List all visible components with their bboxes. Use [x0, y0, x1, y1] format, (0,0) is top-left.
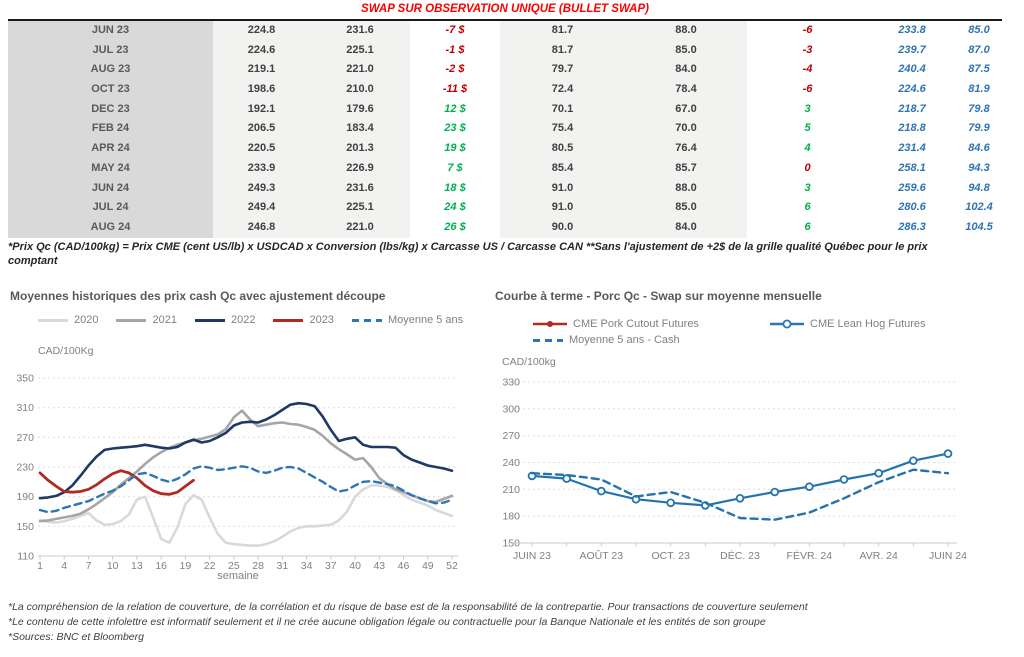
table-cell: 78.4: [625, 80, 747, 100]
table-cell: -11 $: [442, 83, 468, 96]
table-cell: -6: [802, 83, 813, 96]
dashed-line-swatch-icon: [533, 339, 563, 342]
table-cell: 280.6: [898, 201, 926, 214]
svg-text:DÉC. 23: DÉC. 23: [720, 550, 760, 562]
table-cell: 19 $: [444, 142, 466, 155]
table-cell: 79.8: [968, 102, 990, 115]
legend-item-lean-hog: [770, 318, 926, 330]
table-cell: -7 $: [445, 24, 465, 36]
svg-text:13: 13: [131, 560, 143, 572]
table-row: [8, 159, 1002, 179]
table-cell: 81.9: [968, 83, 990, 96]
table-cell: 85.0: [625, 41, 747, 61]
line-swatch-2021-icon: [116, 319, 146, 322]
legend-label: Moyenne 5 ans: [387, 314, 464, 326]
svg-text:52: 52: [446, 560, 458, 572]
table-cell: 72.4: [500, 80, 625, 100]
table-cell: 18 $: [444, 181, 466, 194]
table-cell: 183.4: [310, 119, 410, 139]
legend-item-2022: [195, 314, 255, 326]
table-cell: 75.4: [500, 119, 625, 139]
table-cell: 219.1: [213, 60, 310, 80]
svg-text:AOÛT 23: AOÛT 23: [579, 550, 624, 562]
table-cell: 239.7: [898, 43, 926, 56]
svg-text:300: 300: [502, 403, 520, 416]
table-cell: 23 $: [444, 122, 466, 135]
svg-text:28: 28: [252, 560, 264, 572]
table-cell: DEC 23: [8, 100, 213, 120]
legend-label: 2021: [152, 314, 177, 326]
svg-text:330: 330: [502, 376, 520, 389]
table-cell: -3: [802, 43, 813, 56]
line-swatch-2022-icon: [195, 319, 225, 322]
left-chart-unit-label: CAD/100Kg: [38, 345, 94, 357]
footnote-line: *Le contenu de cette infolettre est informatif seulement et il ne crée aucune obligation légale ou contractuelle pour la Banque Nationale et les entités de son groupe: [8, 616, 766, 629]
svg-text:AVR. 24: AVR. 24: [859, 550, 898, 562]
table-row: [8, 41, 1002, 61]
table-cell: 88.0: [625, 21, 747, 41]
table-row: [8, 80, 1002, 100]
table-cell: AUG 23: [8, 60, 213, 80]
swap-table-body: [8, 21, 1002, 238]
svg-text:310: 310: [16, 402, 34, 415]
left-chart-svg: [8, 368, 470, 582]
table-cell: OCT 23: [8, 80, 213, 100]
legend-item-moyenne-5-ans: [352, 314, 463, 326]
table-cell: 3: [804, 102, 811, 115]
svg-text:7: 7: [85, 560, 92, 572]
table-cell: 233.8: [898, 24, 926, 36]
svg-text:16: 16: [155, 560, 168, 572]
line-swatch-2020-icon: [38, 319, 68, 322]
left-chart-legend: [38, 314, 463, 326]
table-cell: 249.3: [213, 179, 310, 199]
table-cell: APR 24: [8, 139, 213, 159]
left-chart-xaxis-label: semaine: [217, 570, 259, 582]
table-cell: 5: [804, 122, 811, 135]
legend-item-2023: [273, 314, 333, 326]
table-cell: 218.8: [898, 122, 926, 135]
line-swatch-2023-icon: [273, 319, 303, 322]
table-cell: FEB 24: [8, 119, 213, 139]
table-cell: -2 $: [445, 63, 465, 76]
svg-text:240: 240: [502, 457, 520, 469]
svg-text:350: 350: [16, 372, 34, 385]
svg-text:31: 31: [276, 560, 289, 572]
table-cell: 220.5: [213, 139, 310, 159]
footnote-line: *Sources: BNC et Bloomberg: [8, 631, 144, 644]
red-dot-line-swatch-icon: [533, 319, 567, 329]
right-chart-unit-label: CAD/100kg: [502, 356, 556, 368]
table-cell: 198.6: [213, 80, 310, 100]
table-cell: AUG 24: [8, 218, 213, 238]
table-row: [8, 179, 1002, 199]
table-cell: 0: [804, 161, 811, 174]
svg-text:22: 22: [203, 560, 216, 572]
svg-text:FÉVR. 24: FÉVR. 24: [786, 550, 833, 562]
legend-label: 2022: [230, 314, 256, 326]
footnote-line: *La compréhension de la relation de couverture, de la corrélation et du risque de base est de la responsabilité de la contrepartie. Pour transactions de couverture seulement: [8, 601, 808, 613]
table-cell: 233.9: [213, 159, 310, 179]
right-chart-svg: [495, 368, 1020, 570]
table-cell: 221.0: [310, 218, 410, 238]
table-cell: 94.3: [968, 161, 990, 174]
table-cell: 91.0: [500, 198, 625, 218]
table-cell: 231.6: [310, 21, 410, 41]
page-title: SWAP SUR OBSERVATION UNIQUE (BULLET SWAP): [361, 3, 649, 15]
table-cell: 81.7: [500, 41, 625, 61]
svg-text:1: 1: [37, 560, 43, 572]
table-cell: 84.6: [968, 142, 990, 155]
legend-label: 2020: [74, 314, 99, 326]
legend-label: CME Lean Hog Futures: [810, 318, 926, 330]
svg-text:25: 25: [228, 560, 240, 572]
table-row: [8, 100, 1002, 120]
table-cell: 249.4: [213, 198, 310, 218]
table-cell: 85.7: [625, 159, 747, 179]
svg-text:150: 150: [502, 537, 520, 550]
dashed-line-swatch-icon: [352, 319, 382, 322]
table-cell: 79.9: [968, 122, 990, 135]
table-cell: 84.0: [625, 60, 747, 80]
table-cell: 79.7: [500, 60, 625, 80]
table-cell: 225.1: [310, 198, 410, 218]
svg-text:40: 40: [349, 560, 361, 572]
table-row: [8, 60, 1002, 80]
legend-item-pork-cutout: [533, 318, 699, 330]
table-cell: JUN 23: [8, 21, 213, 41]
table-cell: 80.5: [500, 139, 625, 159]
svg-text:OCT. 23: OCT. 23: [651, 550, 690, 562]
svg-text:180: 180: [502, 510, 520, 523]
table-cell: 85.4: [500, 159, 625, 179]
legend-item-2021: [116, 314, 176, 326]
table-row: [8, 139, 1002, 159]
table-cell: MAY 24: [8, 159, 213, 179]
left-chart-title: Moyennes historiques des prix cash Qc avec ajustement découpe: [10, 289, 386, 303]
table-cell: 67.0: [625, 100, 747, 120]
table-cell: 3: [804, 181, 811, 194]
table-cell: 87.0: [968, 43, 990, 56]
right-chart-title: Courbe à terme - Porc Qc - Swap sur moyenne mensuelle: [495, 289, 822, 303]
table-cell: 90.0: [500, 218, 625, 238]
svg-text:270: 270: [16, 431, 34, 444]
table-cell: -4: [802, 63, 813, 76]
table-cell: 70.0: [625, 119, 747, 139]
table-cell: 12 $: [444, 102, 466, 115]
table-cell: 259.6: [898, 181, 926, 194]
bottom-footnotes: [8, 600, 1018, 646]
table-cell: JUL 24: [8, 198, 213, 218]
table-cell: 224.6: [213, 41, 310, 61]
table-cell: 246.8: [213, 218, 310, 238]
table-cell: 26 $: [444, 220, 466, 233]
table-cell: -1 $: [445, 43, 465, 56]
table-cell: 226.9: [310, 159, 410, 179]
table-cell: JUL 23: [8, 41, 213, 61]
table-cell: 104.5: [965, 220, 993, 233]
svg-text:4: 4: [61, 560, 68, 572]
svg-text:JUIN 24: JUIN 24: [929, 550, 967, 562]
table-cell: 201.3: [310, 139, 410, 159]
table-cell: 231.6: [310, 179, 410, 199]
table-cell: 88.0: [625, 179, 747, 199]
table-cell: 221.0: [310, 60, 410, 80]
table-cell: 206.5: [213, 119, 310, 139]
table-cell: -6: [802, 24, 813, 36]
svg-text:10: 10: [106, 560, 119, 572]
table-row: [8, 218, 1002, 238]
table-cell: 85.0: [968, 24, 990, 36]
svg-text:34: 34: [300, 560, 313, 572]
table-cell: 179.6: [310, 100, 410, 120]
svg-text:190: 190: [16, 491, 34, 504]
svg-text:230: 230: [16, 461, 34, 474]
table-row: [8, 119, 1002, 139]
table-cell: 225.1: [310, 41, 410, 61]
svg-text:JUIN 23: JUIN 23: [513, 550, 551, 562]
table-cell: 4: [804, 142, 811, 155]
table-cell: 94.8: [968, 181, 990, 194]
table-row: [8, 198, 1002, 218]
svg-text:210: 210: [502, 483, 520, 496]
table-cell: 240.4: [898, 63, 926, 76]
table-cell: 87.5: [968, 63, 990, 76]
table-cell: 286.3: [898, 220, 926, 233]
table-footnote: *Prix Qc (CAD/100kg) = Prix CME (cent US/lb) x USDCAD x Conversion (lbs/kg) x Carcasse US / Carcasse CAN **Sans l'ajustement de +2$ de la grille qualité Québec pour le prix comptant: [8, 241, 928, 267]
table-cell: 210.0: [310, 80, 410, 100]
svg-text:37: 37: [324, 560, 337, 572]
table-cell: 84.0: [625, 218, 747, 238]
table-cell: 7 $: [447, 161, 463, 174]
open-circle-line-swatch-icon: [770, 318, 804, 330]
svg-text:43: 43: [373, 560, 386, 572]
table-cell: 85.0: [625, 198, 747, 218]
table-cell: 102.4: [965, 201, 993, 214]
svg-text:19: 19: [179, 560, 192, 572]
table-cell: 224.8: [213, 21, 310, 41]
legend-label: Moyenne 5 ans - Cash: [569, 334, 680, 346]
table-cell: 192.1: [213, 100, 310, 120]
table-cell: 258.1: [898, 161, 926, 174]
legend-item-moyenne-cash: [533, 334, 680, 346]
svg-text:270: 270: [502, 430, 520, 443]
table-cell: 231.4: [898, 142, 926, 155]
table-row: [8, 21, 1002, 41]
legend-item-2020: [38, 314, 98, 326]
table-cell: 70.1: [500, 100, 625, 120]
svg-text:46: 46: [397, 560, 410, 572]
table-cell: 91.0: [500, 179, 625, 199]
table-cell: JUN 24: [8, 179, 213, 199]
table-cell: 224.6: [898, 83, 926, 96]
table-cell: 218.7: [898, 102, 926, 115]
table-cell: 76.4: [625, 139, 747, 159]
svg-text:49: 49: [421, 560, 434, 572]
table-cell: 6: [804, 220, 811, 233]
table-cell: 24 $: [444, 201, 466, 214]
svg-text:150: 150: [16, 520, 34, 533]
legend-label: CME Pork Cutout Futures: [573, 318, 699, 330]
table-cell: 6: [804, 201, 811, 214]
svg-text:110: 110: [17, 550, 34, 563]
table-cell: 81.7: [500, 21, 625, 41]
legend-label: 2023: [309, 314, 334, 326]
